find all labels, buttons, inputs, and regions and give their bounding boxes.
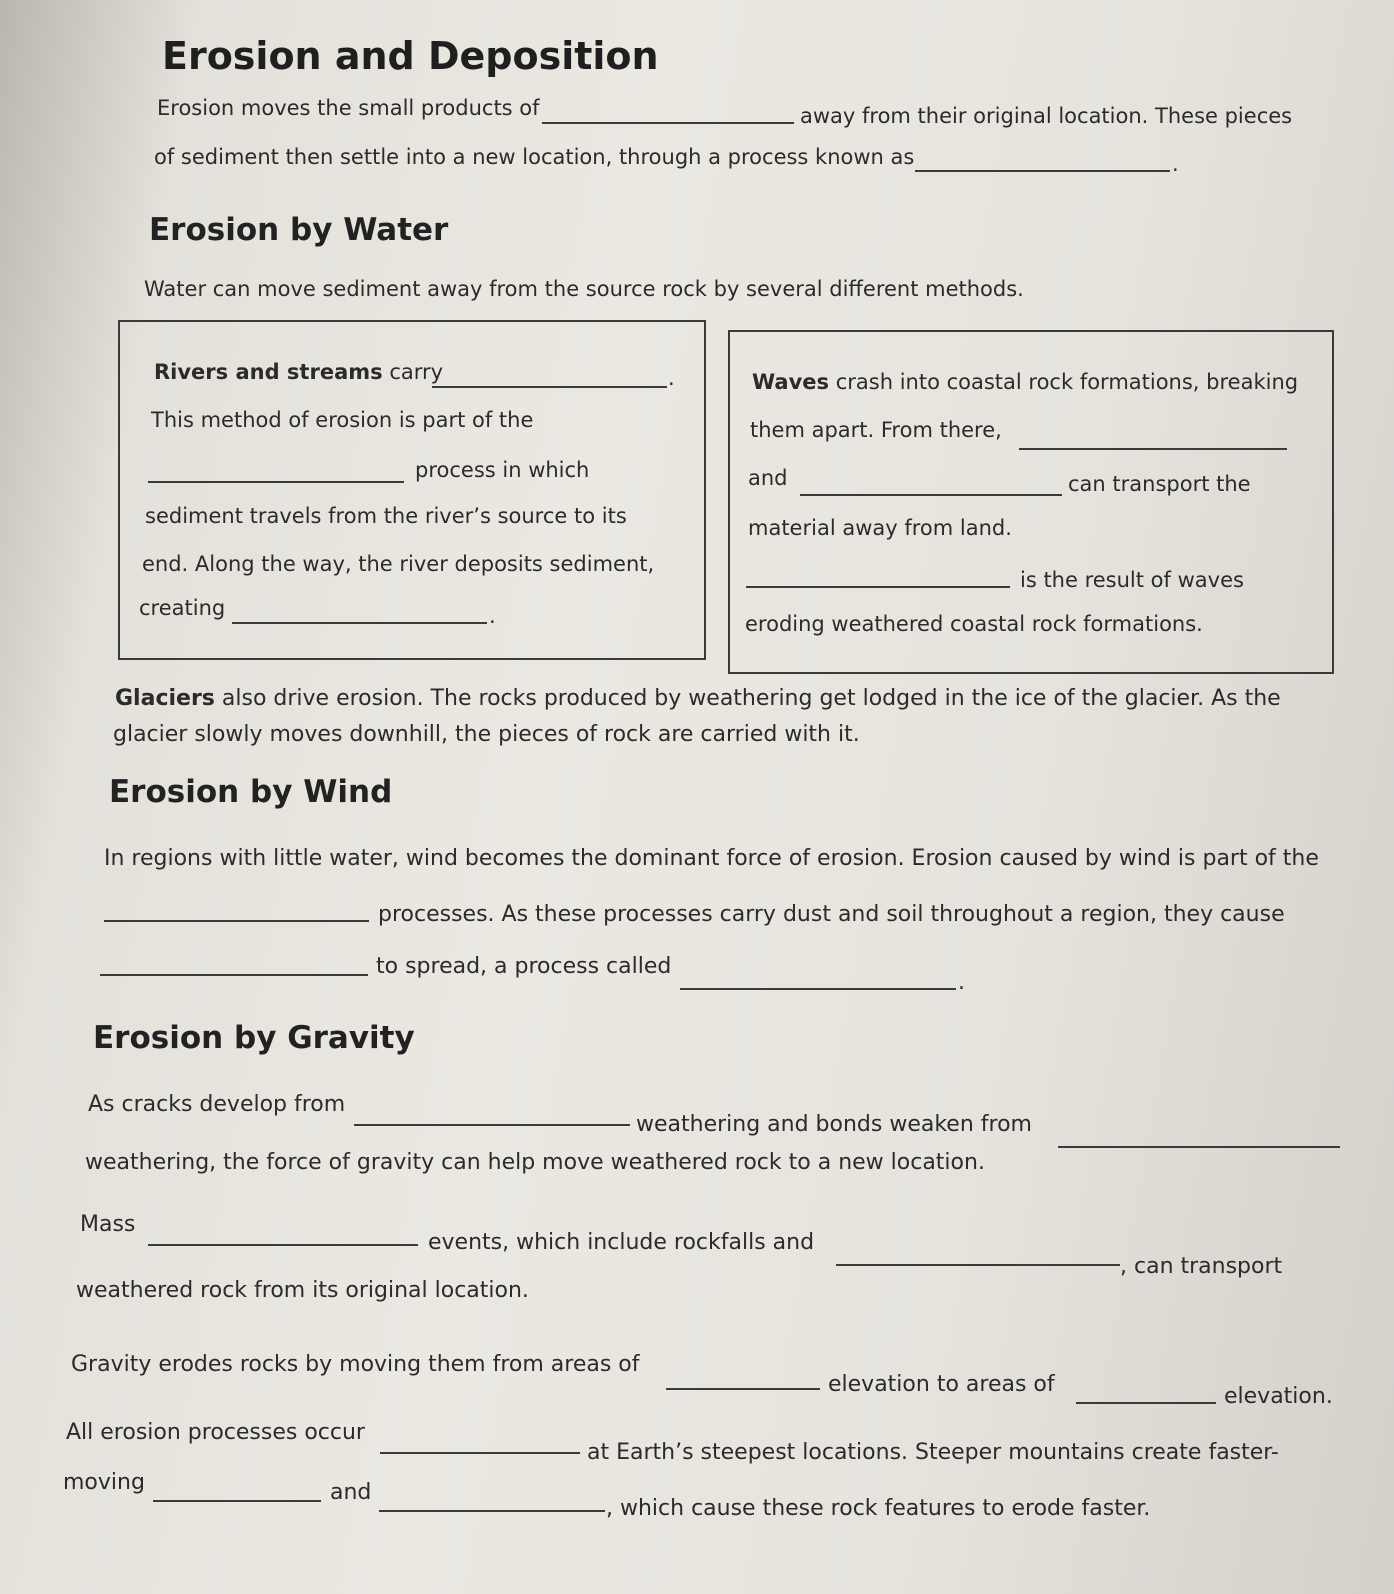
blank-weathering-products[interactable] xyxy=(542,122,794,124)
gravity-p2a: Mass xyxy=(80,1212,136,1237)
waves-line-6: eroding weathered coastal rock formations. xyxy=(745,612,1203,636)
blank-wind-process[interactable] xyxy=(104,920,369,922)
waves-line-2: them apart. From there, xyxy=(750,418,1002,442)
gravity-p1b: weathering and bonds weaken from xyxy=(636,1112,1032,1137)
glaciers-line-1-rest: also drive erosion. The rocks produced by weathering get lodged in the ice of the glacier. As the xyxy=(221,686,1281,711)
blank-elevation-to[interactable] xyxy=(1076,1402,1216,1404)
rivers-line-5: end. Along the way, the river deposits sediment, xyxy=(142,552,655,576)
waves-bold-label: Waves xyxy=(752,370,830,394)
gravity-p3c: elevation. xyxy=(1224,1384,1333,1409)
intro-text-1a: Erosion moves the small products of xyxy=(157,96,540,120)
gravity-p3b: elevation to areas of xyxy=(828,1372,1055,1397)
blank-elevation-from[interactable] xyxy=(666,1388,820,1390)
intro-text-1b: away from their original location. These pieces xyxy=(800,104,1293,128)
waves-line-4: material away from land. xyxy=(748,516,1012,540)
blank-rivers-carry[interactable] xyxy=(432,386,667,388)
blank-waves-result[interactable] xyxy=(746,586,1010,588)
blank-faster-moving-1[interactable] xyxy=(153,1500,321,1502)
glaciers-bold-label: Glaciers xyxy=(115,686,215,711)
rivers-line-6-end: . xyxy=(489,604,496,628)
rivers-line-2: This method of erosion is part of the xyxy=(151,408,534,432)
blank-gravity-weathering-1[interactable] xyxy=(354,1124,630,1126)
gravity-p4e: , which cause these rock features to erode faster. xyxy=(606,1496,1151,1521)
blank-waves-agent-1[interactable] xyxy=(1019,448,1287,450)
blank-gravity-weathering-2[interactable] xyxy=(1058,1146,1340,1148)
rivers-line-1 xyxy=(154,360,443,384)
blank-deposition[interactable] xyxy=(915,170,1170,172)
waves-line-5: is the result of waves xyxy=(1020,568,1244,592)
waves-line-3b: can transport the xyxy=(1068,472,1251,496)
blank-wind-process-called[interactable] xyxy=(680,988,956,990)
gravity-p1a: As cracks develop from xyxy=(88,1092,346,1117)
water-lead: Water can move sediment away from the source rock by several different methods. xyxy=(144,277,1024,301)
gravity-p4b: at Earth’s steepest locations. Steeper mountains create faster- xyxy=(587,1440,1279,1465)
gravity-p3a: Gravity erodes rocks by moving them from areas of xyxy=(71,1352,640,1377)
blank-river-creating[interactable] xyxy=(232,622,487,624)
intro-text-2a: of sediment then settle into a new location, through a process known as xyxy=(154,145,915,169)
rivers-line-3: process in which xyxy=(415,458,590,482)
gravity-p2c: , can transport xyxy=(1120,1254,1283,1279)
blank-waves-agent-2[interactable] xyxy=(800,494,1062,496)
wind-line-2: processes. As these processes carry dust and soil throughout a region, they cause xyxy=(378,902,1285,927)
blank-processes-occur[interactable] xyxy=(380,1452,580,1454)
water-heading: Erosion by Water xyxy=(149,212,449,248)
wind-line-1: In regions with little water, wind becomes the dominant force of erosion. Erosion caused by wind is part of the xyxy=(104,846,1319,871)
page-title: Erosion and Deposition xyxy=(162,34,659,78)
rivers-line-1-end: . xyxy=(668,366,675,390)
rivers-bold-label: Rivers and streams xyxy=(154,360,383,384)
blank-mass-movement[interactable] xyxy=(148,1244,418,1246)
waves-line-1 xyxy=(752,370,1298,394)
intro-end: . xyxy=(1172,152,1179,176)
gravity-p2d: weathered rock from its original location. xyxy=(76,1278,529,1303)
wind-line-3-end: . xyxy=(958,970,965,995)
gravity-p4d: and xyxy=(330,1480,372,1505)
blank-river-process[interactable] xyxy=(148,481,404,483)
rivers-line-1-rest: carry xyxy=(389,360,444,384)
waves-line-1-rest: crash into coastal rock formations, breaking xyxy=(835,370,1299,394)
gravity-heading: Erosion by Gravity xyxy=(93,1020,415,1056)
gravity-p4a: All erosion processes occur xyxy=(66,1420,365,1445)
waves-line-3a: and xyxy=(748,466,788,490)
glaciers-line-2: glacier slowly moves downhill, the pieces of rock are carried with it. xyxy=(113,722,860,747)
rivers-line-4: sediment travels from the river’s source to its xyxy=(145,504,627,528)
gravity-p1c: weathering, the force of gravity can help move weathered rock to a new location. xyxy=(85,1150,985,1175)
rivers-line-6: creating xyxy=(139,596,226,620)
glaciers-line-1 xyxy=(115,686,1281,711)
gravity-p2b: events, which include rockfalls and xyxy=(428,1230,815,1255)
blank-faster-moving-2[interactable] xyxy=(379,1510,605,1512)
blank-rockfalls-and[interactable] xyxy=(836,1264,1120,1266)
wind-heading: Erosion by Wind xyxy=(109,774,393,810)
blank-wind-spread[interactable] xyxy=(100,974,368,976)
wind-line-3: to spread, a process called xyxy=(376,954,672,979)
gravity-p4c: moving xyxy=(63,1470,145,1495)
